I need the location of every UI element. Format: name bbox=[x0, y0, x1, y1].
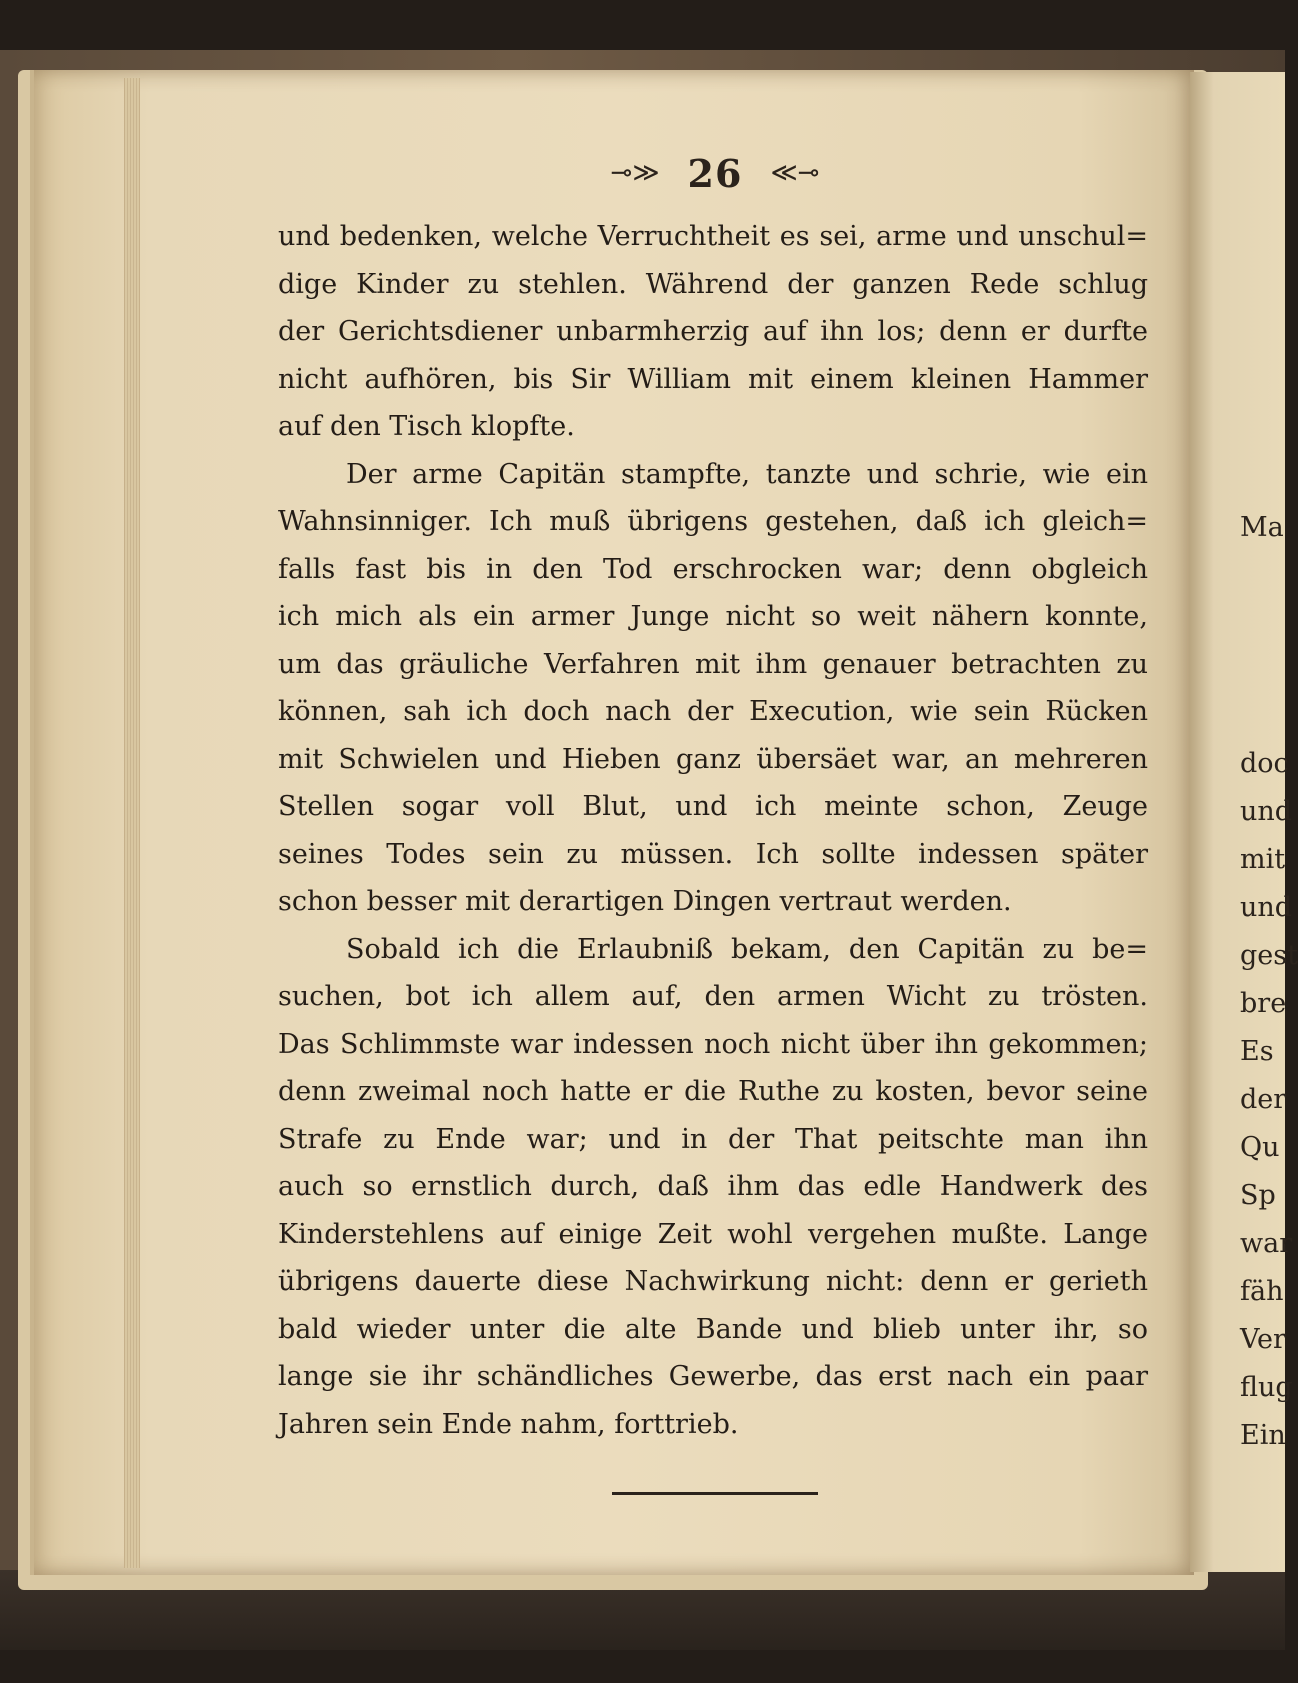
text-line: Der arme Capitän stampfte, tanzte und schrie, wie ein bbox=[346, 458, 1148, 490]
right-page-fragment: gest bbox=[1240, 940, 1298, 971]
ornament-left: ⊸≫ bbox=[610, 158, 660, 188]
text-line: um das gräuliche Verfahren mit ihm genauer betrachten zu bbox=[278, 648, 1148, 680]
end-rule bbox=[612, 1492, 818, 1495]
text-line: auch so ernstlich durch, daß ihm das edle Handwerk des bbox=[278, 1171, 1148, 1202]
right-page-fragment: Ma bbox=[1240, 512, 1284, 543]
text-line: und bedenken, welche Verruchtheit es sei, arme und unschul= bbox=[278, 221, 1148, 252]
text-line: dige Kinder zu stehlen. Während der ganzen Rede schlug bbox=[278, 268, 1148, 300]
text-line: Sobald ich die Erlaubniß bekam, den Capitän zu be= bbox=[346, 933, 1148, 965]
text-line: übrigens dauerte diese Nachwirkung nicht: denn er gerieth bbox=[278, 1266, 1148, 1297]
right-page-fragment: doc bbox=[1240, 748, 1289, 779]
right-page-fragment: und bbox=[1240, 796, 1293, 827]
text-line: Wahnsinniger. Ich muß übrigens gestehen, daß ich gleich= bbox=[278, 506, 1148, 537]
right-page-fragment: und bbox=[1240, 892, 1293, 923]
text-line: denn zweimal noch hatte er die Ruthe zu kosten, bevor seine bbox=[278, 1076, 1148, 1107]
text-line: Das Schlimmste war indessen noch nicht über ihn gekommen; bbox=[278, 1028, 1148, 1060]
text-line: Kinderstehlens auf einige Zeit wohl vergehen mußte. Lange bbox=[278, 1218, 1148, 1250]
right-page-fragment: Ein bbox=[1240, 1420, 1286, 1451]
text-line: bald wieder unter die alte Bande und blieb unter ihr, so bbox=[278, 1313, 1148, 1345]
right-page-fragment: Qu bbox=[1240, 1132, 1280, 1163]
body-text bbox=[278, 213, 1148, 1448]
right-page-fragment: mit bbox=[1240, 844, 1286, 875]
text-line: suchen, bot ich allem auf, den armen Wicht zu trösten. bbox=[278, 981, 1148, 1012]
ornament-right: ≪⊸ bbox=[770, 158, 820, 188]
right-page-fragment: Es bbox=[1240, 1036, 1274, 1067]
text-line: Stellen sogar voll Blut, und ich meinte schon, Zeuge bbox=[278, 791, 1148, 822]
text-line: Jahren sein Ende nahm, forttrieb. bbox=[278, 1408, 739, 1440]
right-page-fragment: der bbox=[1240, 1084, 1287, 1115]
text-line: nicht aufhören, bis Sir William mit einem kleinen Hammer bbox=[278, 363, 1148, 395]
right-page-fragment: Ver bbox=[1240, 1324, 1286, 1355]
right-page-fragment: flug bbox=[1240, 1372, 1293, 1403]
text-line: können, sah ich doch nach der Execution, wie sein Rücken bbox=[278, 696, 1148, 727]
page-header bbox=[580, 148, 850, 198]
page-leaf-edges bbox=[124, 78, 140, 1568]
right-page-fragment: Sp bbox=[1240, 1180, 1276, 1211]
text-line: auf den Tisch klopfte. bbox=[278, 411, 575, 442]
text-line: mit Schwielen und Hieben ganz übersäet war, an mehreren bbox=[278, 743, 1148, 775]
text-line: ich mich als ein armer Junge nicht so weit nähern konnte, bbox=[278, 601, 1148, 632]
right-page-fragment: war bbox=[1240, 1228, 1293, 1259]
page-number: 26 bbox=[687, 150, 743, 196]
text-line: Strafe zu Ende war; und in der That peitschte man ihn bbox=[278, 1123, 1148, 1155]
text-line: falls fast bis in den Tod erschrocken war; denn obgleich bbox=[278, 553, 1148, 585]
right-page-fragment: fäh bbox=[1240, 1276, 1284, 1307]
text-line: lange sie ihr schändliches Gewerbe, das erst nach ein paar bbox=[278, 1361, 1148, 1392]
text-line: der Gerichtsdiener unbarmherzig auf ihn los; denn er durfte bbox=[278, 316, 1148, 347]
text-line: seines Todes sein zu müssen. Ich sollte indessen später bbox=[278, 838, 1148, 870]
text-line: schon besser mit derartigen Dingen vertraut werden. bbox=[278, 886, 1012, 917]
right-page-fragment: bre bbox=[1240, 988, 1287, 1019]
